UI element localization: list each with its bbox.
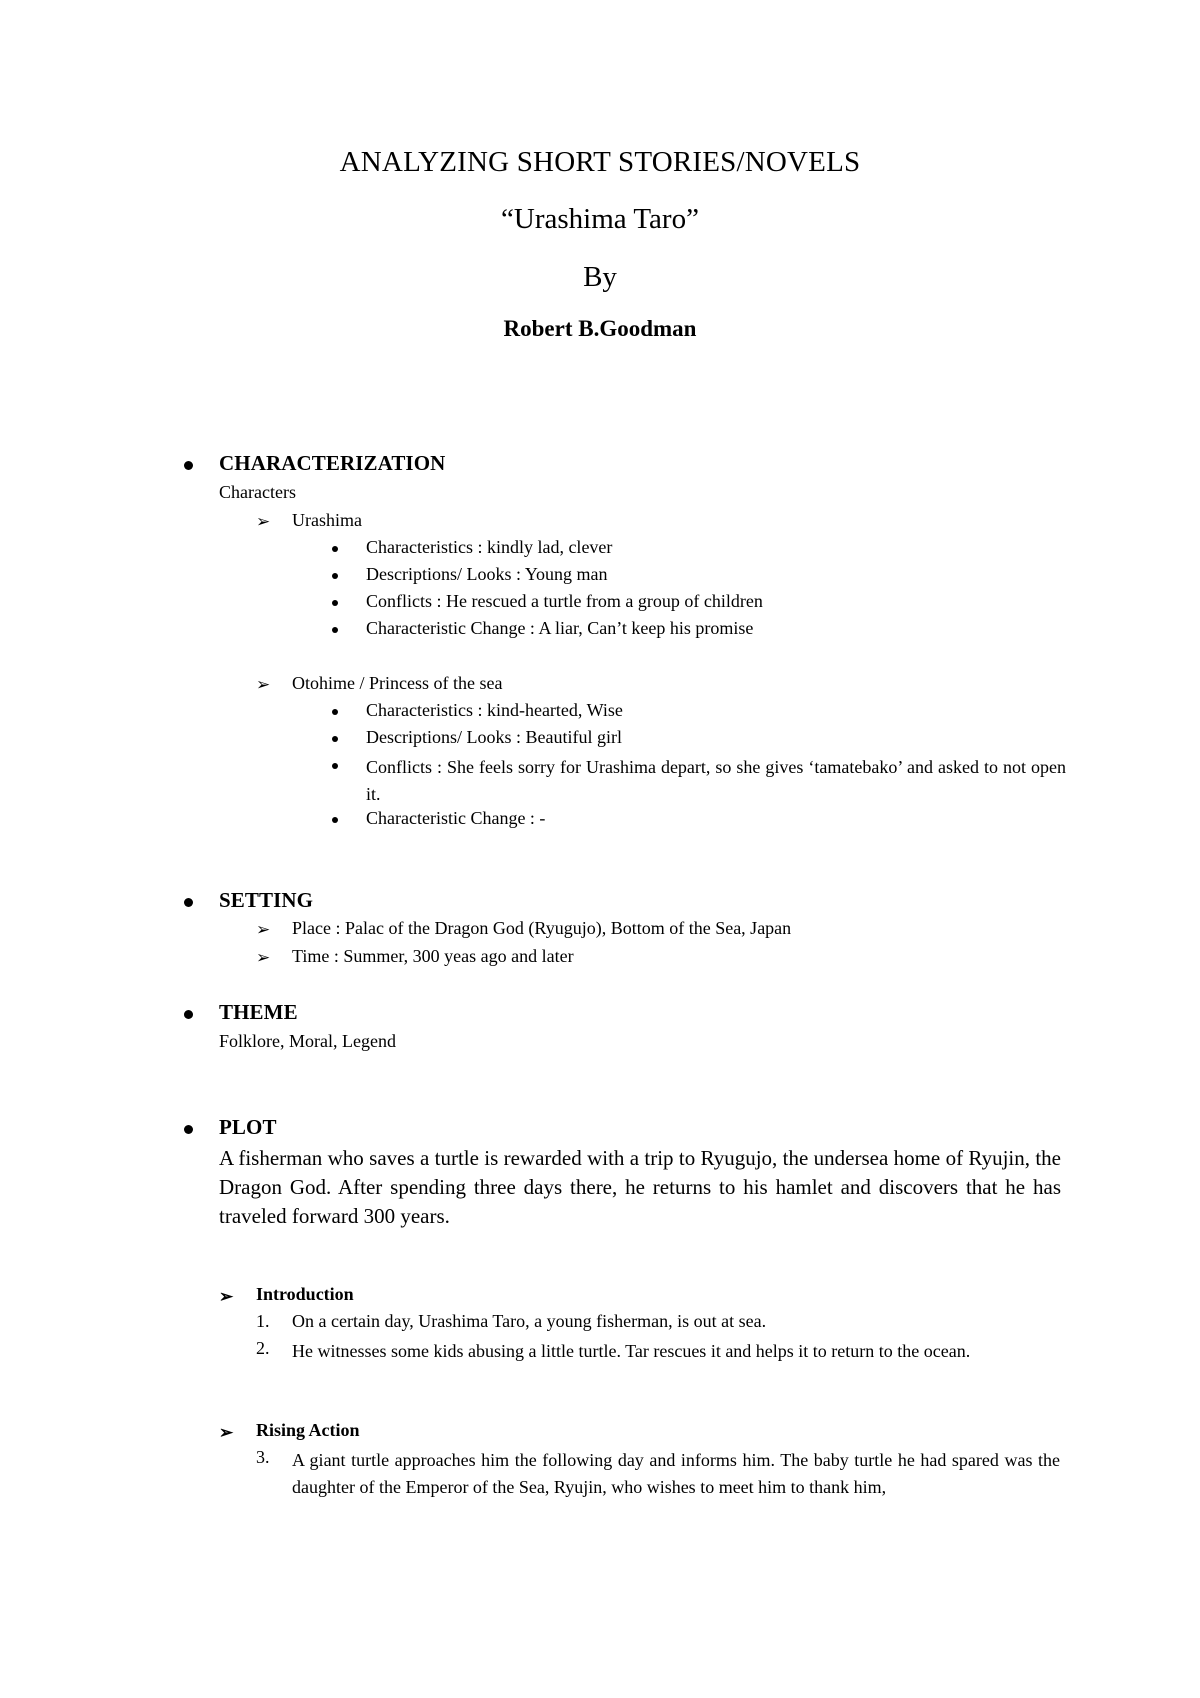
subheading-introduction: Introduction <box>256 1284 354 1304</box>
section-bullet-icon <box>184 1010 193 1019</box>
rising-action-item: A giant turtle approaches him the following day and informs him. The baby turtle he had spared was the daughter of the Emperor of the Sea, Ryujin, who wishes to meet him to thank him, <box>292 1450 1060 1497</box>
characters-subheading: Characters <box>219 482 296 502</box>
section-heading-characterization: CHARACTERIZATION <box>219 451 446 475</box>
character-name-otohime: Otohime / Princess of the sea <box>292 673 503 693</box>
bullet-dot-icon <box>332 763 338 769</box>
arrow-bullet-icon: ➢ <box>256 920 271 939</box>
arrow-bullet-icon: ➢ <box>256 948 271 967</box>
section-bullet-icon <box>184 461 193 470</box>
arrow-bullet-icon: ➢ <box>256 512 271 531</box>
otohime-change: Characteristic Change : - <box>366 808 546 828</box>
section-heading-plot: PLOT <box>219 1115 277 1139</box>
bullet-dot-icon <box>332 736 338 742</box>
story-title: “Urashima Taro” <box>501 203 699 235</box>
otohime-descriptions: Descriptions/ Looks : Beautiful girl <box>366 727 622 747</box>
section-bullet-icon <box>184 1125 193 1134</box>
arrow-bullet-icon: ➢ <box>219 1287 234 1306</box>
urashima-characteristics: Characteristics : kindly lad, clever <box>366 537 613 557</box>
introduction-item: He witnesses some kids abusing a little turtle. Tar rescues it and helps it to return to the ocean. <box>292 1341 971 1361</box>
theme-text: Folklore, Moral, Legend <box>219 1031 396 1051</box>
section-heading-theme: THEME <box>219 1000 298 1024</box>
bullet-dot-icon <box>332 573 338 579</box>
otohime-characteristics: Characteristics : kind-hearted, Wise <box>366 700 623 720</box>
arrow-bullet-icon: ➢ <box>256 675 271 694</box>
list-number: 1. <box>256 1311 270 1331</box>
author-name: Robert B.Goodman <box>503 316 697 341</box>
subheading-rising-action: Rising Action <box>256 1420 360 1440</box>
urashima-descriptions: Descriptions/ Looks : Young man <box>366 564 608 584</box>
arrow-bullet-icon: ➢ <box>219 1423 234 1442</box>
setting-place: Place : Palac of the Dragon God (Ryugujo), Bottom of the Sea, Japan <box>292 918 792 938</box>
character-name-urashima: Urashima <box>292 510 362 530</box>
introduction-item: On a certain day, Urashima Taro, a young fisherman, is out at sea. <box>292 1311 767 1331</box>
list-number: 2. <box>256 1338 270 1358</box>
bullet-dot-icon <box>332 627 338 633</box>
urashima-conflicts: Conflicts : He rescued a turtle from a group of children <box>366 591 763 611</box>
section-bullet-icon <box>184 898 193 907</box>
bullet-dot-icon <box>332 817 338 823</box>
bullet-dot-icon <box>332 600 338 606</box>
list-number: 3. <box>256 1447 270 1467</box>
setting-time: Time : Summer, 300 yeas ago and later <box>292 946 574 966</box>
bullet-dot-icon <box>332 546 338 552</box>
bullet-dot-icon <box>332 709 338 715</box>
otohime-conflicts: Conflicts : She feels sorry for Urashima depart, so she gives ‘tamatebako’ and asked to not open it. <box>366 757 1066 804</box>
plot-summary: A fisherman who saves a turtle is rewarded with a trip to Ryugujo, the undersea home of Ryujin, the Dragon God. After spending three days there, he returns to his hamlet and discovers that he has traveled forward 300 years. <box>219 1146 1061 1228</box>
section-heading-setting: SETTING <box>219 888 314 912</box>
document-title: ANALYZING SHORT STORIES/NOVELS <box>339 146 861 178</box>
urashima-change: Characteristic Change : A liar, Can’t keep his promise <box>366 618 754 638</box>
by-line: By <box>583 261 617 293</box>
